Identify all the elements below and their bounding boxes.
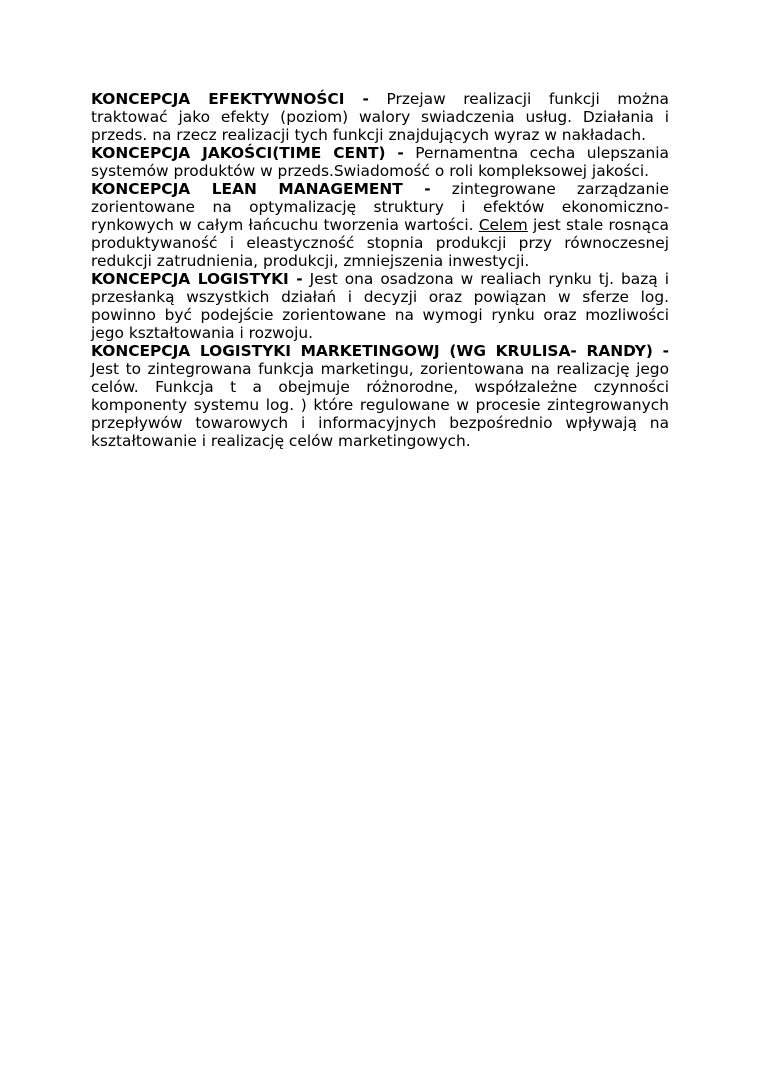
document-page [91,90,669,450]
definition-text: zintegrowane zarządzanie zorientowane na optymalizację struktury i efektów ekonomiczno-rynkowych w całym łańcuchu tworzenia wartości. [91,180,669,234]
term-heading: KONCEPCJA LEAN MANAGEMENT - [91,180,431,198]
term-heading: KONCEPCJA JAKOŚCI(TIME CENT) - [91,144,404,162]
definition-lean-management [91,180,669,270]
term-heading: KONCEPCJA LOGISTYKI MARKETINGOWJ (WG KRULISA- RANDY) - [91,342,669,360]
definition-text: Pernamentna cecha ulepszania systemów produktów w przeds.Swiadomość o roli kompleksowej jakości. [91,144,669,180]
definition-text-continued: jest stale rosnąca produktywaność i eleastyczność stopnia produkcji przy równoczesnej redukcji zatrudnienia, produkcji, zmniejszenia inwestycji. [91,216,669,270]
underlined-word: Celem [478,216,528,234]
definition-text: Jest ona osadzona w realiach rynku tj. bazą i przesłanką wszystkich działań i decyzji oraz powiązan w sferze log. powinno być podejście zorientowane na wymogi rynku oraz mozliwości jego kształtowania i rozwoju. [91,270,670,342]
definition-logistyki-marketingowej [91,342,669,450]
definition-logistyki [91,270,669,342]
definition-text: Przejaw realizacji funkcji można traktować jako efekty (poziom) walory swiadczenia usług. Działania i przeds. na rzecz realizacji tych funkcji znajdujących wyraz w nakładach. [91,90,669,144]
term-heading: KONCEPCJA EFEKTYWNOŚCI - [91,90,369,108]
definition-jakosci [91,144,669,180]
definition-text: Jest to zintegrowana funkcja marketingu, zorientowana na realizację jego celów. Funkcja t a obejmuje różnorodne, współzależne czynności komponenty systemu log. ) które regulowane w procesie zintegrowanych przepływów towarowych i informacyjnych bezpośrednio wpływają na kształtowanie i realizację celów marketingowych. [91,360,669,450]
definition-efektywnosci [91,90,669,144]
term-heading: KONCEPCJA LOGISTYKI - [91,270,303,288]
